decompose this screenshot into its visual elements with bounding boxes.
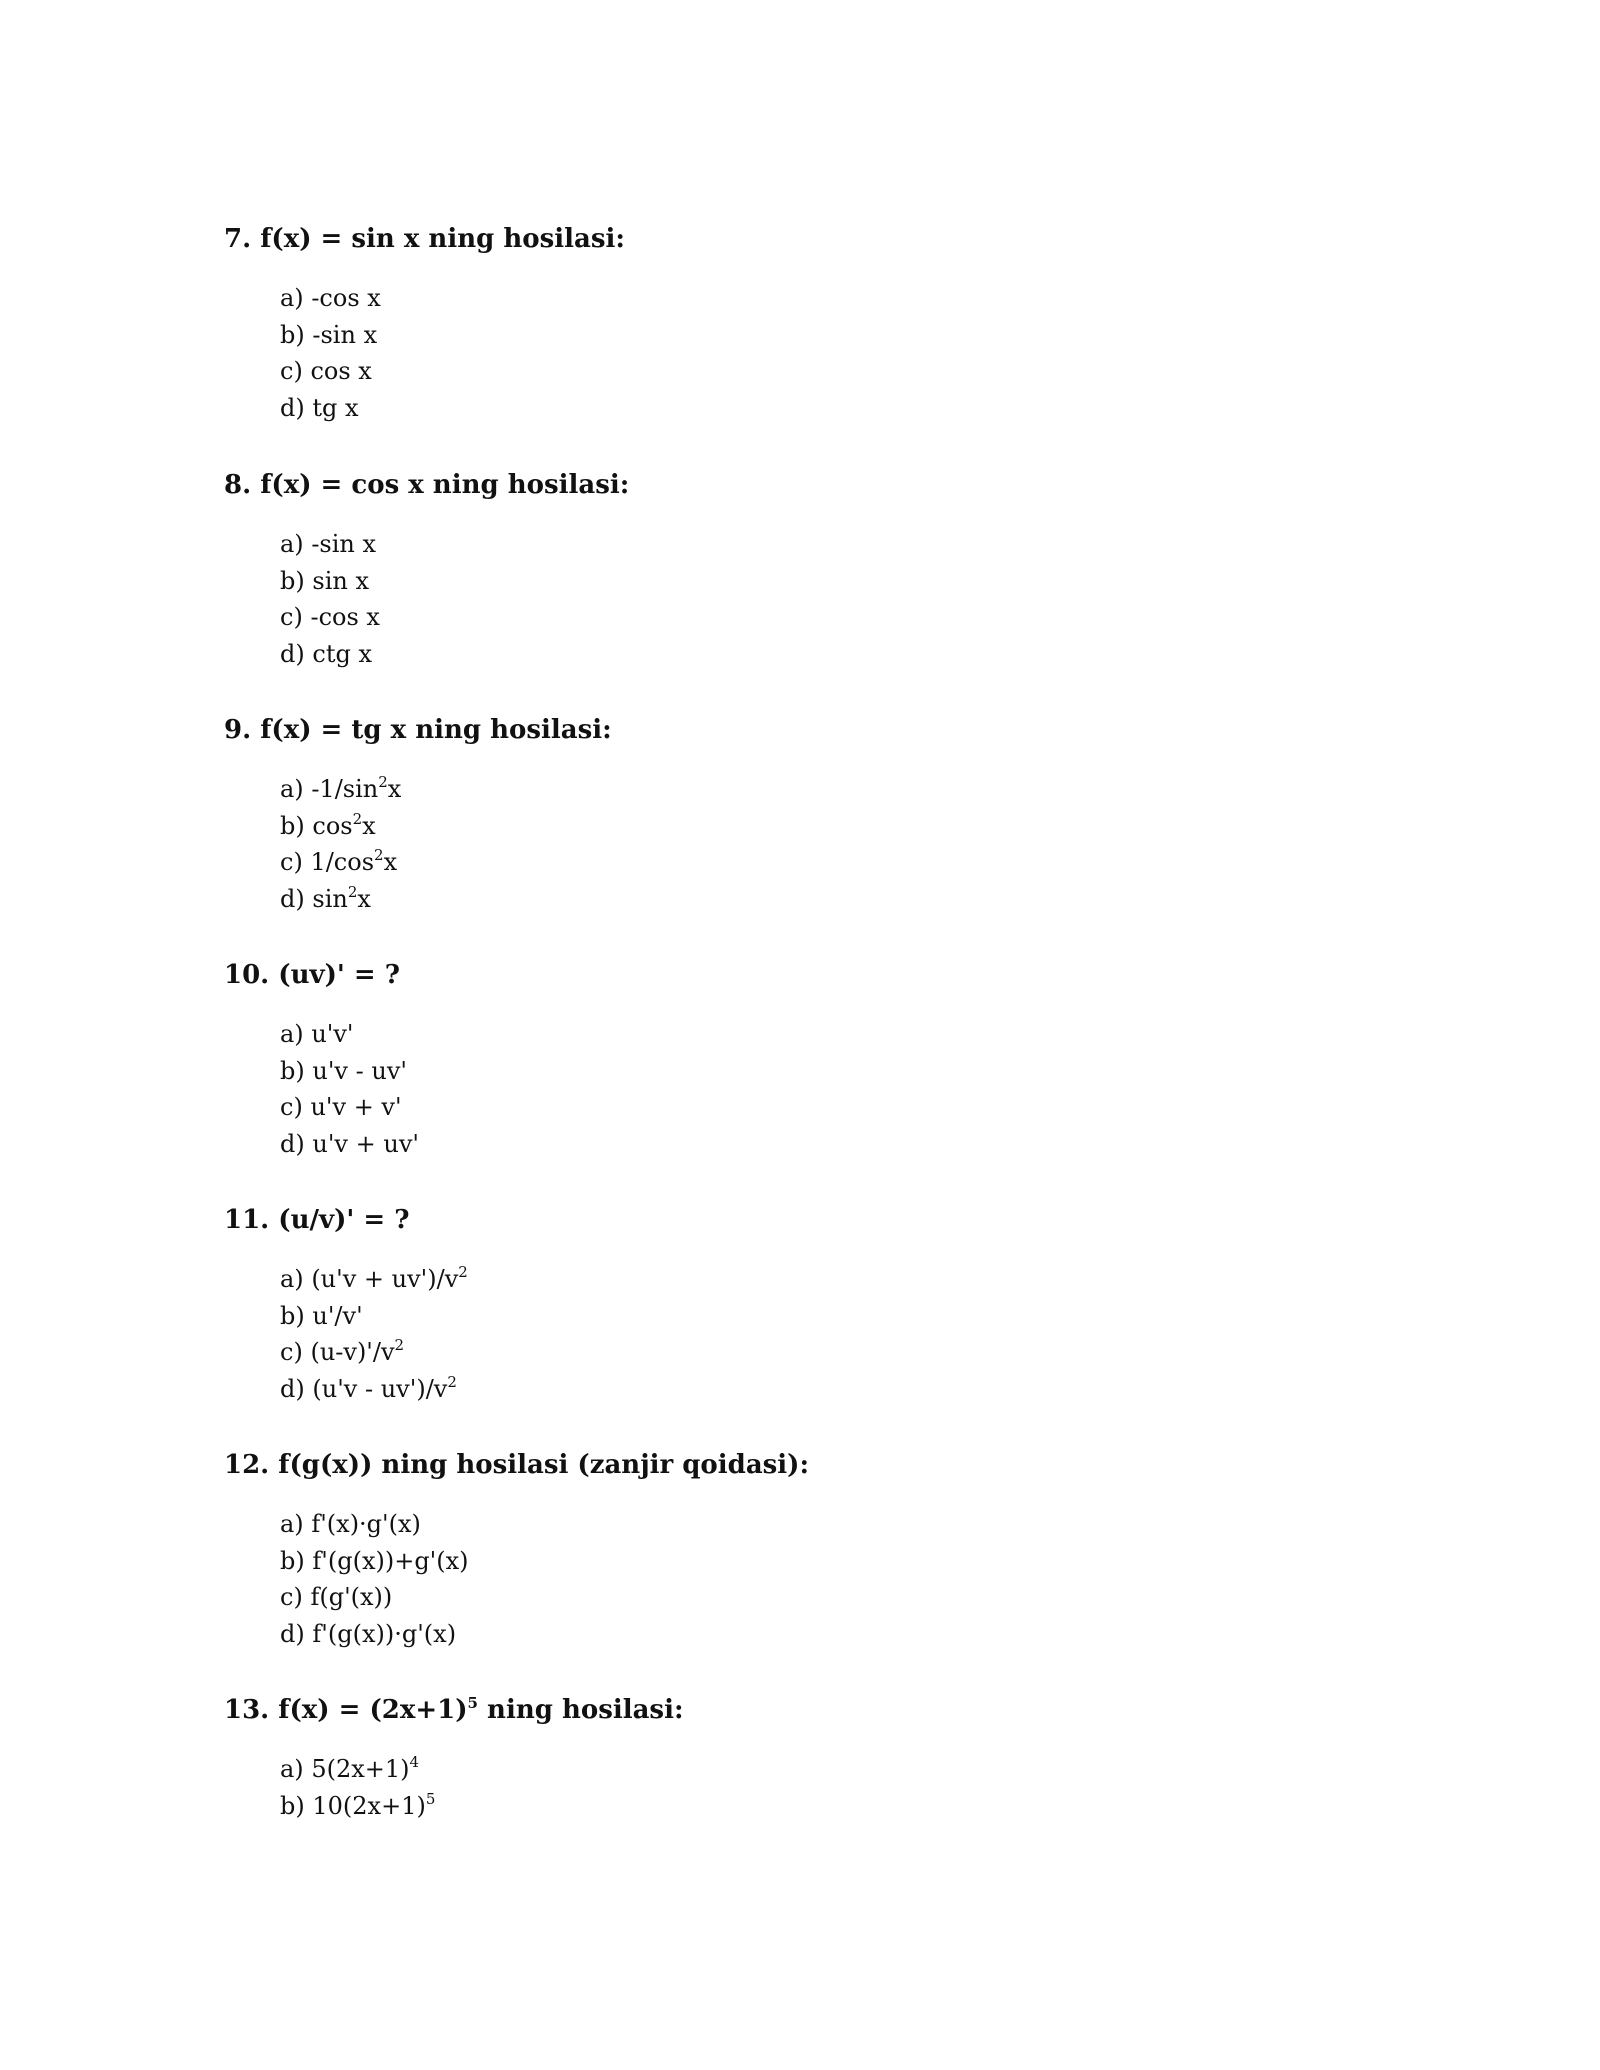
text-fragment: u'v + uv' — [312, 1129, 419, 1158]
option-letter: a) — [280, 1755, 304, 1783]
superscript: 2 — [447, 1372, 457, 1391]
answer-option — [280, 1616, 1424, 1653]
answer-option — [280, 1089, 1424, 1126]
text-fragment: cos x — [310, 357, 372, 385]
text-fragment: ning hosilasi: — [477, 1695, 684, 1725]
question-block — [224, 1203, 1424, 1407]
option-letter: b) — [280, 566, 305, 595]
text-fragment: tg x — [312, 393, 359, 422]
answer-option — [280, 881, 1424, 918]
text-fragment: f'(g(x))+g'(x) — [312, 1546, 469, 1575]
answer-options — [280, 1751, 1424, 1824]
answer-options — [280, 1506, 1424, 1652]
answer-options — [280, 280, 1424, 426]
option-letter: b) — [280, 811, 305, 840]
answer-option — [280, 353, 1424, 390]
question-block — [224, 713, 1424, 917]
option-letter: a) — [280, 1020, 304, 1048]
question-title — [224, 958, 1424, 992]
text-fragment: f'(x)·g'(x) — [311, 1510, 421, 1538]
answer-option — [280, 636, 1424, 673]
text-fragment: u'v + v' — [310, 1093, 402, 1121]
question-block — [224, 222, 1424, 426]
superscript: 4 — [409, 1753, 420, 1771]
option-letter: d) — [280, 639, 305, 668]
text-fragment: 5(2x+1) — [311, 1755, 410, 1783]
superscript: 5 — [467, 1694, 478, 1712]
question-title — [224, 1448, 1424, 1482]
text-fragment: u'v' — [311, 1020, 354, 1048]
text-fragment: sin — [312, 884, 348, 913]
text-fragment: 10(2x+1) — [312, 1791, 426, 1820]
option-letter: a) — [280, 284, 304, 312]
text-fragment: -cos x — [310, 603, 380, 631]
text-fragment: 1/cos — [310, 848, 375, 876]
option-letter: a) — [280, 775, 304, 803]
superscript: 2 — [374, 846, 384, 864]
answer-option — [280, 844, 1424, 881]
option-letter: c) — [280, 603, 303, 631]
text-fragment: (u'v + uv')/v — [311, 1265, 459, 1293]
answer-options — [280, 771, 1424, 917]
superscript: 2 — [347, 882, 358, 901]
text-fragment: (u-v)'/v — [310, 1338, 395, 1366]
option-letter: b) — [280, 320, 305, 349]
option-letter: c) — [280, 1093, 303, 1121]
option-letter: d) — [280, 1129, 305, 1158]
question-number: 13. — [224, 1695, 270, 1725]
superscript: 5 — [425, 1789, 436, 1808]
answer-option — [280, 1334, 1424, 1371]
answer-option — [280, 1543, 1424, 1580]
text-fragment: sin x — [312, 566, 369, 595]
question-number: 11. — [224, 1205, 270, 1235]
superscript: 2 — [394, 1336, 405, 1354]
answer-options — [280, 526, 1424, 672]
option-letter: b) — [280, 1301, 305, 1330]
option-letter: b) — [280, 1791, 305, 1820]
option-letter: d) — [280, 1619, 305, 1648]
answer-option — [280, 390, 1424, 427]
question-title — [224, 713, 1424, 747]
option-letter: a) — [280, 1510, 304, 1538]
text-fragment: -cos x — [311, 284, 381, 312]
question-number: 12. — [224, 1450, 270, 1480]
option-letter: d) — [280, 1374, 305, 1403]
question-number: 10. — [224, 960, 270, 990]
answer-option — [280, 1371, 1424, 1408]
text-fragment: -sin x — [311, 530, 377, 558]
text-fragment: (u'v - uv')/v — [312, 1374, 448, 1403]
answer-option — [280, 317, 1424, 354]
text-fragment: f(x) = (2x+1) — [278, 1695, 468, 1725]
answer-option — [280, 1298, 1424, 1335]
text-fragment: u'v - uv' — [312, 1056, 407, 1085]
text-fragment: f(x) = sin x ning hosilasi: — [260, 224, 625, 254]
option-letter: c) — [280, 357, 303, 385]
option-letter: c) — [280, 1338, 303, 1366]
superscript: 2 — [378, 773, 388, 791]
text-fragment: x — [383, 848, 398, 876]
text-fragment: ctg x — [312, 639, 372, 668]
answer-option — [280, 280, 1424, 317]
answer-option — [280, 1261, 1424, 1298]
text-fragment: (u/v)' = ? — [278, 1205, 410, 1235]
answer-option — [280, 1506, 1424, 1543]
option-letter: c) — [280, 848, 303, 876]
option-letter: d) — [280, 393, 305, 422]
question-number: 7. — [224, 224, 252, 254]
text-fragment: f(g'(x)) — [310, 1583, 393, 1611]
text-fragment: cos — [312, 811, 353, 840]
superscript: 2 — [352, 809, 363, 828]
question-title — [224, 1693, 1424, 1727]
question-block — [224, 1693, 1424, 1824]
answer-option — [280, 771, 1424, 808]
answer-option — [280, 563, 1424, 600]
option-letter: a) — [280, 530, 304, 558]
answer-option — [280, 599, 1424, 636]
question-block — [224, 1448, 1424, 1652]
text-fragment: f(g(x)) ning hosilasi (zanjir qoidasi): — [278, 1450, 810, 1480]
option-letter: c) — [280, 1583, 303, 1611]
question-title — [224, 1203, 1424, 1237]
answer-option — [280, 1016, 1424, 1053]
text-fragment: x — [387, 775, 402, 803]
option-letter: b) — [280, 1546, 305, 1575]
text-fragment: f(x) = cos x ning hosilasi: — [260, 470, 630, 500]
answer-option — [280, 1751, 1424, 1788]
option-letter: a) — [280, 1265, 304, 1293]
option-letter: b) — [280, 1056, 305, 1085]
text-fragment: u'/v' — [312, 1301, 363, 1330]
question-block — [224, 958, 1424, 1162]
question-number: 9. — [224, 715, 252, 745]
answer-option — [280, 1788, 1424, 1825]
text-fragment: -1/sin — [311, 775, 379, 803]
answer-option — [280, 1126, 1424, 1163]
answer-option — [280, 526, 1424, 563]
superscript: 2 — [458, 1263, 468, 1281]
text-fragment: x — [362, 811, 376, 840]
text-fragment: -sin x — [312, 320, 378, 349]
question-block — [224, 468, 1424, 672]
question-title — [224, 468, 1424, 502]
text-fragment: (uv)' = ? — [278, 960, 400, 990]
question-title — [224, 222, 1424, 256]
text-fragment: x — [357, 884, 371, 913]
text-fragment: f(x) = tg x ning hosilasi: — [260, 715, 612, 745]
option-letter: d) — [280, 884, 305, 913]
answer-option — [280, 808, 1424, 845]
answer-options — [280, 1016, 1424, 1162]
answer-option — [280, 1053, 1424, 1090]
answer-options — [280, 1261, 1424, 1407]
answer-option — [280, 1579, 1424, 1616]
text-fragment: f'(g(x))·g'(x) — [312, 1619, 457, 1648]
question-number: 8. — [224, 470, 252, 500]
